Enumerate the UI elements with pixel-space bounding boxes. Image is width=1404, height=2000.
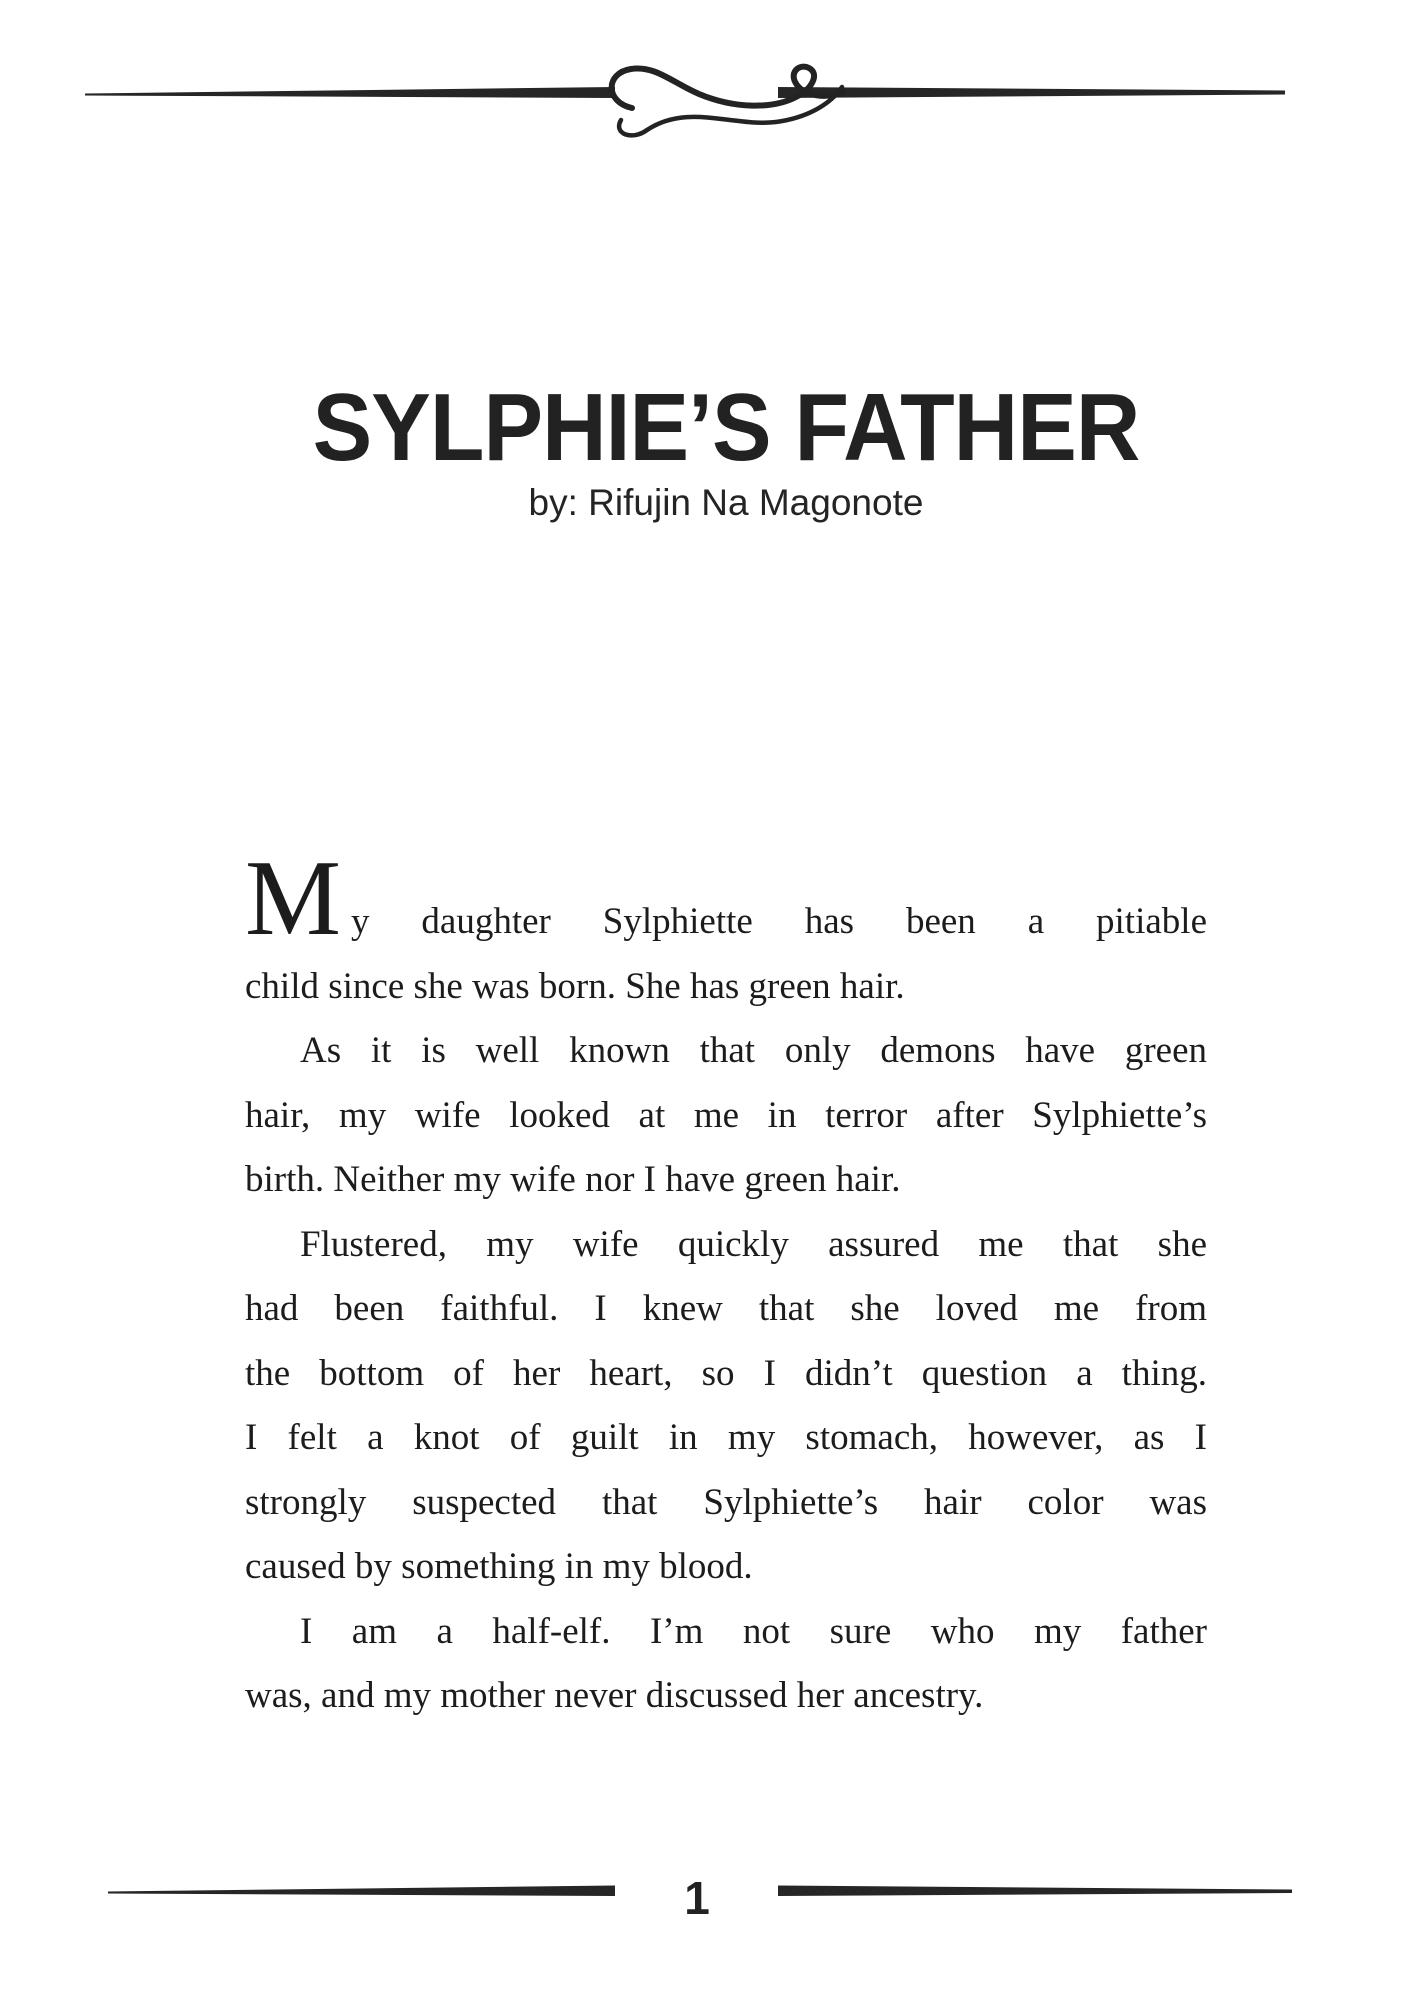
header-flourish-ornament: [85, 45, 1285, 145]
body-text: [245, 839, 1207, 1729]
body-line: I am a half-elf. I’m not sure who my father: [300, 1610, 1207, 1652]
body-line: the bottom of her heart, so I didn’t question a thing.: [245, 1352, 1207, 1394]
header-rule-left: [85, 87, 615, 98]
body-line: Flustered, my wife quickly assured me that she: [300, 1223, 1207, 1265]
body-line: strongly suspected that Sylphiette’s hair color was: [245, 1481, 1207, 1523]
footer-rule-left: [108, 1886, 615, 1897]
body-line: [245, 839, 1207, 958]
header-rule-right: [778, 87, 1285, 98]
body-line: I felt a knot of guilt in my stomach, however, as I: [245, 1417, 1207, 1458]
body-line-text: y daughter Sylphiette has been a pitiable: [351, 901, 1207, 942]
drop-cap-initial: M: [245, 839, 342, 958]
calligraphic-swirl-icon: [612, 67, 843, 136]
body-line: hair, my wife looked at me in terror after Sylphiette’s: [245, 1094, 1207, 1136]
footer-rule-right: [778, 1886, 1292, 1897]
body-line: caused by something in my blood.: [245, 1546, 753, 1587]
body-line: was, and my mother never discussed her ancestry.: [245, 1675, 984, 1716]
body-line: As it is well known that only demons have green: [300, 1030, 1207, 1071]
body-line: child since she was born. She has green hair.: [245, 965, 905, 1007]
body-line: birth. Neither my wife nor I have green hair.: [245, 1159, 901, 1200]
chapter-title: SYLPHIE’S FATHER: [312, 374, 1140, 481]
body-line: had been faithful. I knew that she loved me from: [245, 1288, 1207, 1329]
page-number: 1: [684, 1872, 710, 1924]
author-byline: by: Rifujin Na Magonote: [528, 482, 924, 523]
